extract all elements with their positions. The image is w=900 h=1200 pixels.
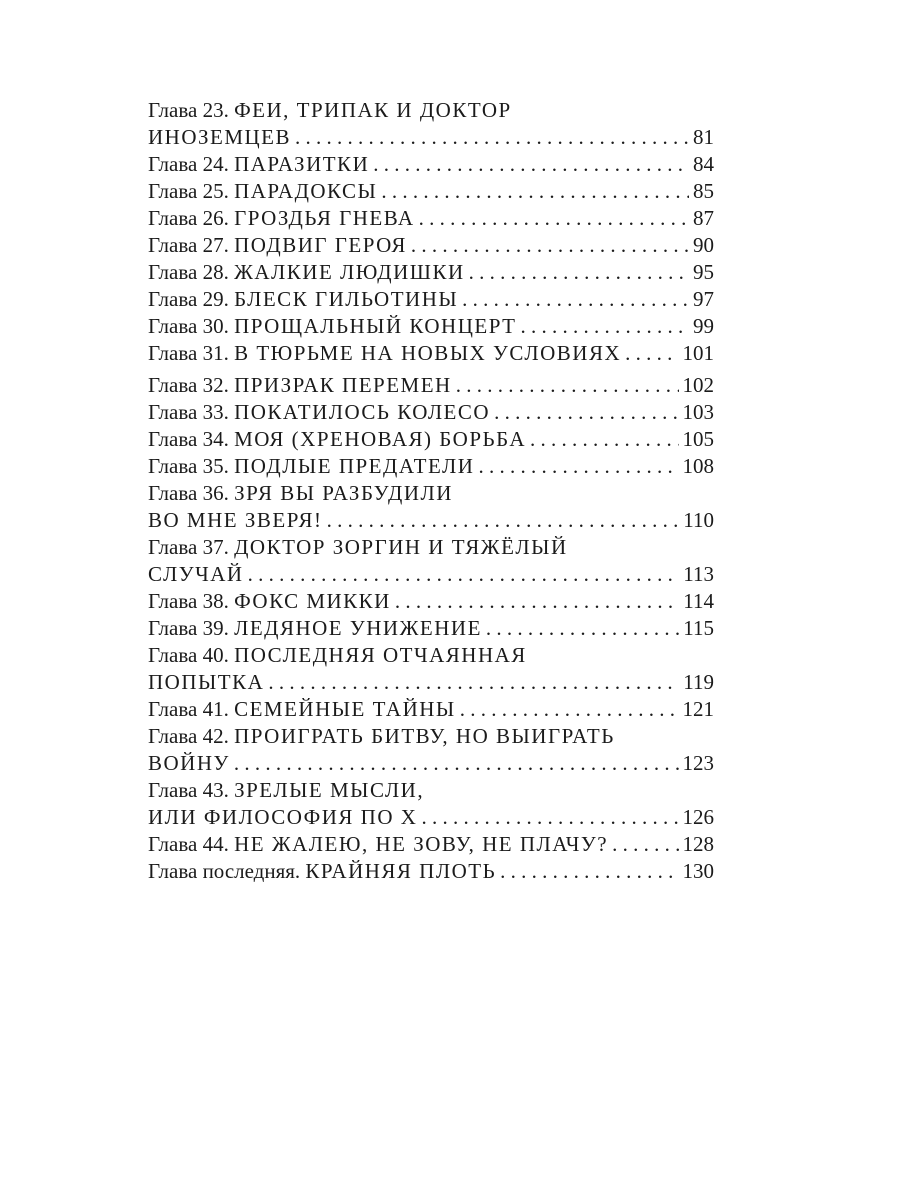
toc-entry-line <box>148 178 714 205</box>
toc-entry-line <box>148 313 714 340</box>
toc-entry-title: Глава 42. ПРОИГРАТЬ БИТВУ, НО ВЫИГРАТЬ <box>148 724 615 748</box>
dot-leader <box>486 615 679 642</box>
toc-entry <box>148 259 714 286</box>
toc-entry-line <box>148 534 714 561</box>
dot-leader <box>395 588 679 615</box>
toc-page-number: 95 <box>693 260 714 284</box>
toc-entry-title: Глава 41. СЕМЕЙНЫЕ ТАЙНЫ <box>148 697 456 721</box>
toc-page-number: 105 <box>682 427 714 451</box>
toc-entry <box>148 858 714 885</box>
toc-entry-title: Глава 27. ПОДВИГ ГЕРОЯ <box>148 233 407 257</box>
toc-entry-line <box>148 286 714 313</box>
toc-entry-line <box>148 507 714 534</box>
toc-page-number: 85 <box>693 179 714 203</box>
dot-leader <box>462 286 689 313</box>
toc-entry <box>148 777 714 831</box>
toc-entry-line <box>148 858 714 885</box>
toc-entry-title: Глава 23. ФЕИ, ТРИПАК И ДОКТОР <box>148 98 512 122</box>
toc-entry-title: Глава 24. ПАРАЗИТКИ <box>148 152 370 176</box>
dot-leader <box>381 178 689 205</box>
toc-page-number: 87 <box>693 206 714 230</box>
toc-page-number: 99 <box>693 314 714 338</box>
toc-entry <box>148 588 714 615</box>
toc-entry-title: Глава 40. ПОСЛЕДНЯЯ ОТЧАЯННАЯ <box>148 643 527 667</box>
toc-entry-title: Глава 32. ПРИЗРАК ПЕРЕМЕН <box>148 373 452 397</box>
dot-leader <box>625 340 678 367</box>
dot-leader <box>411 232 689 259</box>
toc-entry <box>148 453 714 480</box>
toc-entry <box>148 426 714 453</box>
toc-entry <box>148 399 714 426</box>
toc-page-number: 97 <box>693 287 714 311</box>
toc-page-number: 130 <box>682 859 714 883</box>
toc-page-number: 101 <box>682 341 714 365</box>
toc-page-number: 114 <box>683 589 714 613</box>
dot-leader <box>500 858 678 885</box>
toc-entry-title: Глава 44. НЕ ЖАЛЕЮ, НЕ ЗОВУ, НЕ ПЛАЧУ? <box>148 832 609 856</box>
toc-entry <box>148 340 714 367</box>
toc-entry-line <box>148 777 714 804</box>
toc-entry-line <box>148 205 714 232</box>
toc-entry <box>148 178 714 205</box>
toc-entry-line <box>148 480 714 507</box>
toc-entry <box>148 97 714 151</box>
toc-entry <box>148 615 714 642</box>
toc-entry <box>148 151 714 178</box>
dot-leader <box>419 205 689 232</box>
table-of-contents <box>148 97 714 885</box>
toc-entry-line <box>148 696 714 723</box>
dot-leader <box>234 750 679 777</box>
toc-entry-title: ВОЙНУ <box>148 751 230 775</box>
toc-entry <box>148 286 714 313</box>
toc-entry <box>148 723 714 777</box>
dot-leader <box>530 426 678 453</box>
toc-entry-line <box>148 426 714 453</box>
toc-entry-line <box>148 615 714 642</box>
toc-entry-title: Глава 31. В ТЮРЬМЕ НА НОВЫХ УСЛОВИЯХ <box>148 341 622 365</box>
toc-entry-line <box>148 669 714 696</box>
toc-entry-title: ПОПЫТКА <box>148 670 265 694</box>
dot-leader <box>248 561 680 588</box>
toc-page-number: 121 <box>682 697 714 721</box>
toc-entry-line <box>148 372 714 399</box>
dot-leader <box>268 669 679 696</box>
dot-leader <box>327 507 680 534</box>
dot-leader <box>520 313 689 340</box>
toc-entry-title: ИЛИ ФИЛОСОФИЯ ПО Х <box>148 805 418 829</box>
toc-entry-title: ВО МНЕ ЗВЕРЯ! <box>148 508 323 532</box>
toc-entry-title: Глава 25. ПАРАДОКСЫ <box>148 179 378 203</box>
dot-leader <box>295 124 689 151</box>
toc-page-number: 103 <box>682 400 714 424</box>
dot-leader <box>478 453 678 480</box>
toc-entry-line <box>148 151 714 178</box>
toc-entry <box>148 480 714 534</box>
toc-entry <box>148 642 714 696</box>
toc-page-number: 126 <box>682 805 714 829</box>
toc-page-number: 115 <box>683 616 714 640</box>
toc-entry-title: Глава 28. ЖАЛКИЕ ЛЮДИШКИ <box>148 260 465 284</box>
toc-page-number: 113 <box>683 562 714 586</box>
toc-entry <box>148 205 714 232</box>
toc-page-number: 90 <box>693 233 714 257</box>
toc-entry-title: Глава 34. МОЯ (ХРЕНОВАЯ) БОРЬБА <box>148 427 527 451</box>
dot-leader <box>460 696 679 723</box>
dot-leader <box>456 372 679 399</box>
toc-entry-line <box>148 750 714 777</box>
toc-entry-line <box>148 831 714 858</box>
toc-entry-line <box>148 259 714 286</box>
toc-entry-line <box>148 642 714 669</box>
toc-page-number: 123 <box>682 751 714 775</box>
toc-entry-title: Глава 38. ФОКС МИККИ <box>148 589 391 613</box>
toc-entry-title: Глава 26. ГРОЗДЬЯ ГНЕВА <box>148 206 415 230</box>
toc-entry-line <box>148 804 714 831</box>
toc-entry <box>148 534 714 588</box>
toc-entry-title: ИНОЗЕМЦЕВ <box>148 125 292 149</box>
toc-entry-line <box>148 723 714 750</box>
toc-entry-title: Глава 33. ПОКАТИЛОСЬ КОЛЕСО <box>148 400 491 424</box>
toc-page-number: 128 <box>682 832 714 856</box>
dot-leader <box>494 399 678 426</box>
toc-page-number: 84 <box>693 152 714 176</box>
toc-entry-title: Глава 30. ПРОЩАЛЬНЫЙ КОНЦЕРТ <box>148 314 517 338</box>
toc-entry-line <box>148 561 714 588</box>
toc-entry-title: Глава 36. ЗРЯ ВЫ РАЗБУДИЛИ <box>148 481 453 505</box>
toc-page-number: 119 <box>683 670 714 694</box>
toc-entry <box>148 372 714 399</box>
dot-leader <box>373 151 689 178</box>
toc-entry-title: СЛУЧАЙ <box>148 562 244 586</box>
toc-entry <box>148 313 714 340</box>
dot-leader <box>469 259 689 286</box>
toc-page-number: 81 <box>693 125 714 149</box>
toc-entry <box>148 232 714 259</box>
toc-entry-title: Глава 37. ДОКТОР ЗОРГИН И ТЯЖЁЛЫЙ <box>148 535 568 559</box>
toc-entry <box>148 831 714 858</box>
toc-entry-line <box>148 588 714 615</box>
toc-entry-line <box>148 232 714 259</box>
toc-entry-line <box>148 340 714 367</box>
toc-page-number: 102 <box>682 373 714 397</box>
toc-entry-title: Глава 29. БЛЕСК ГИЛЬОТИНЫ <box>148 287 459 311</box>
toc-entry-title: Глава 43. ЗРЕЛЫЕ МЫСЛИ, <box>148 778 425 802</box>
dot-leader <box>421 804 678 831</box>
toc-entry-line <box>148 124 714 151</box>
toc-page-number: 108 <box>682 454 714 478</box>
toc-entry-title: Глава 39. ЛЕДЯНОЕ УНИЖЕНИЕ <box>148 616 482 640</box>
toc-entry-line <box>148 97 714 124</box>
toc-entry-title: Глава 35. ПОДЛЫЕ ПРЕДАТЕЛИ <box>148 454 475 478</box>
toc-page-number: 110 <box>683 508 714 532</box>
toc-entry-line <box>148 399 714 426</box>
toc-entry-title: Глава последняя. КРАЙНЯЯ ПЛОТЬ <box>148 859 497 883</box>
toc-entry <box>148 696 714 723</box>
toc-entry-line <box>148 453 714 480</box>
dot-leader <box>612 831 678 858</box>
